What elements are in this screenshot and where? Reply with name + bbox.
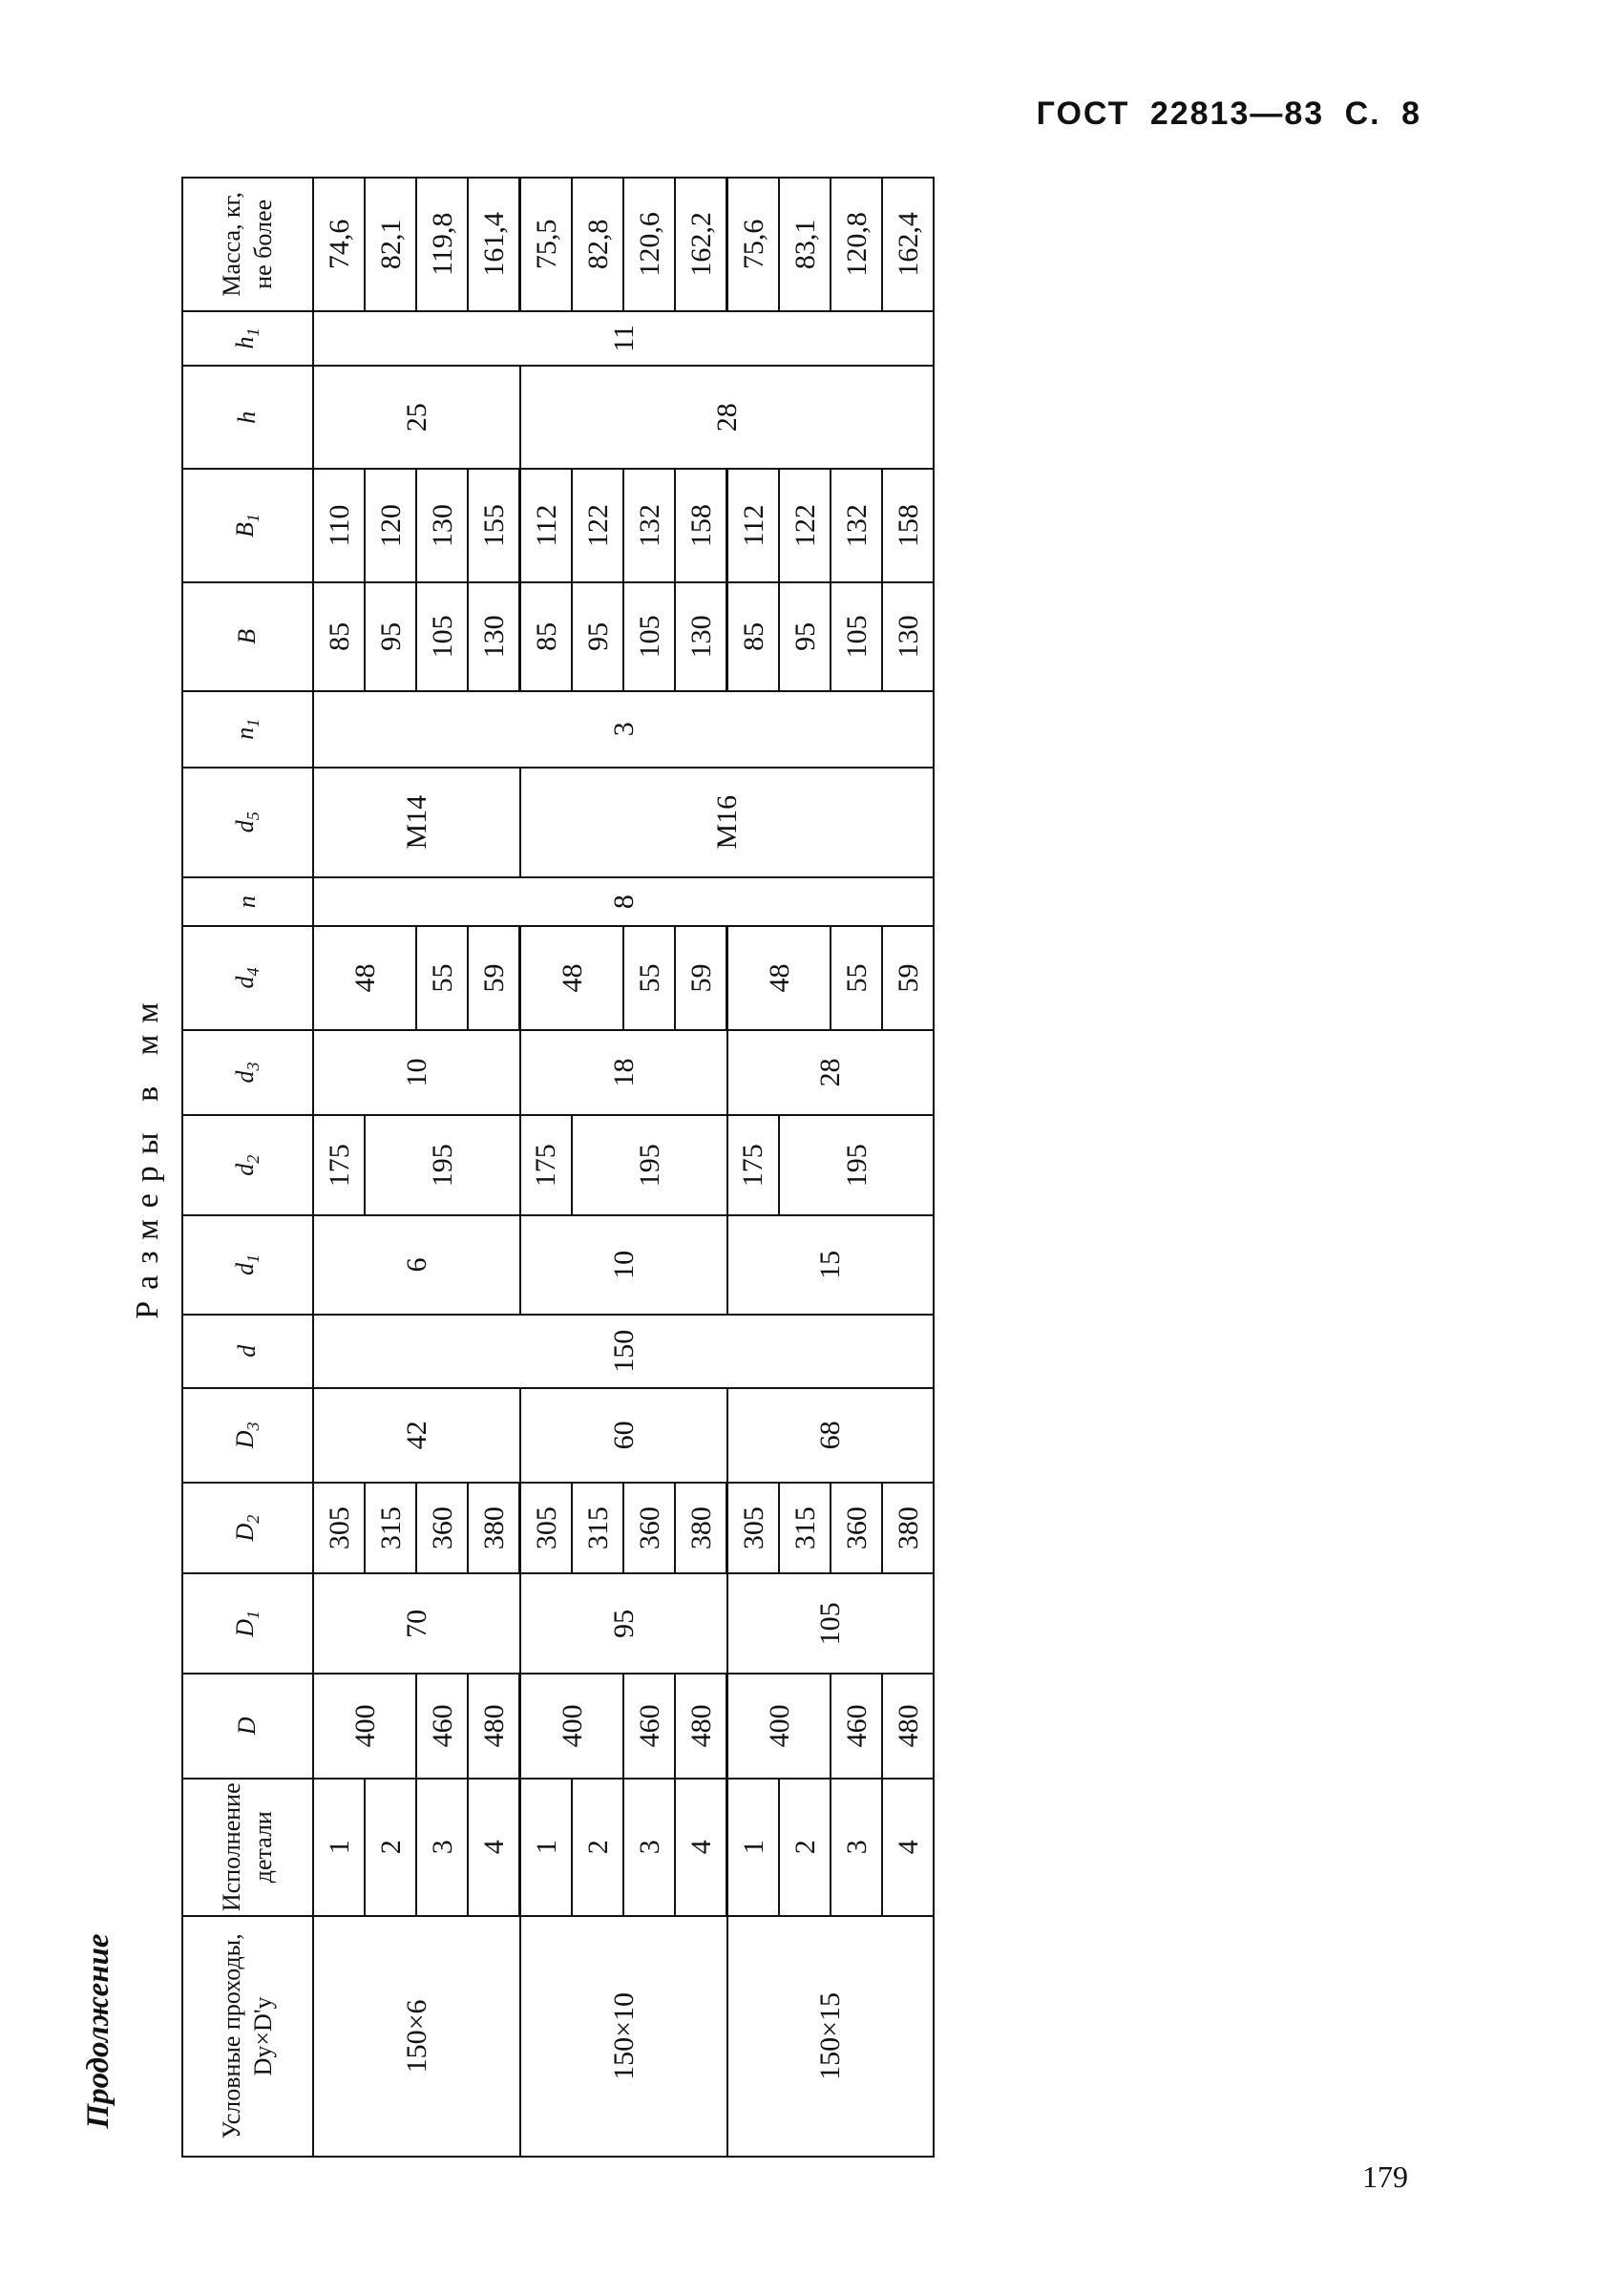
column-header [182,877,313,927]
cell-h: 25 [313,366,520,469]
cell-ispoln: 2 [365,1779,416,1916]
cell-d2: 195 [779,1115,934,1215]
cell-d4: 48 [313,926,416,1029]
column-header [182,582,313,691]
cell-b: 95 [365,582,416,691]
cell-b1: 158 [882,469,934,582]
column-subscript: 5 [243,811,263,821]
cell-b: 95 [572,582,623,691]
cell-d2: 195 [365,1115,520,1215]
cell-d: 460 [831,1674,882,1778]
cell-d2: 315 [779,1483,831,1574]
cell-d2: 175 [727,1115,780,1215]
cell-d4: 55 [416,926,468,1029]
column-symbol: D [233,1717,262,1736]
cell-d2: 360 [831,1483,882,1574]
cell-d5: M16 [520,768,935,877]
cell-b1: 158 [675,469,727,582]
cell-b1: 120 [365,469,416,582]
cell-d2: 360 [416,1483,468,1574]
cell-d: 400 [727,1674,831,1778]
table-landscape [81,177,1432,2158]
cell-ispoln: 2 [779,1779,831,1916]
cell-mass: 75,6 [727,178,780,311]
cell-d: 480 [468,1674,520,1778]
column-subscript: 1 [243,718,263,727]
cell-n1: 3 [313,691,934,768]
table-row [520,178,573,2157]
column-header [182,469,313,582]
column-subscript: 3 [243,1422,263,1431]
cell-dn: 150×15 [727,1916,935,2157]
cell-d3: 10 [313,1030,520,1116]
cell-d: 150 [313,1315,934,1388]
dimensions-table [181,177,935,2158]
cell-d: 480 [675,1674,727,1778]
cell-mass: 82,1 [365,178,416,311]
cell-d2: 175 [520,1115,573,1215]
cell-b1: 122 [572,469,623,582]
cell-ispoln: 3 [831,1779,882,1916]
cell-d2: 315 [572,1483,623,1574]
cell-b1: 122 [779,469,831,582]
column-subscript: 3 [243,1062,263,1071]
cell-d4: 48 [727,926,831,1029]
column-subscript: 1 [243,1253,263,1263]
table-row [572,178,623,2157]
cell-d: 460 [623,1674,675,1778]
cell-b: 130 [675,582,727,691]
cell-b1: 112 [520,469,573,582]
cell-b: 85 [520,582,573,691]
cell-d2: 380 [675,1483,727,1574]
table-row [779,178,831,2157]
cell-d3: 68 [727,1388,935,1483]
cell-b: 85 [313,582,365,691]
header-row [182,178,313,2157]
column-symbol: d [233,1344,262,1358]
cell-b: 105 [831,582,882,691]
cell-b: 85 [727,582,780,691]
column-header [182,1215,313,1315]
cell-d2: 305 [520,1483,573,1574]
cell-ispoln: 2 [572,1779,623,1916]
cell-ispoln: 4 [882,1779,934,1916]
cell-dn: 150×10 [520,1916,727,2157]
cell-mass: 83,1 [779,178,831,311]
column-subscript: 4 [243,967,263,977]
column-symbol: n [233,895,262,909]
cell-d: 460 [416,1674,468,1778]
cell-d3: 18 [520,1030,727,1116]
column-header [182,366,313,469]
caption: Продолжение [81,1933,116,2129]
column-header: Масса, кг, не более [182,178,313,311]
cell-d1: 10 [520,1215,727,1315]
cell-b1: 112 [727,469,780,582]
cell-b1: 132 [831,469,882,582]
column-subscript: 2 [243,1514,263,1524]
cell-h1: 11 [313,311,934,367]
column-header [182,691,313,768]
cell-b1: 110 [313,469,365,582]
cell-b: 130 [468,582,520,691]
cell-d3: 60 [520,1388,727,1483]
column-subscript: 1 [243,1610,263,1619]
cell-b: 95 [779,582,831,691]
column-header: Исполнение детали [182,1779,313,1916]
cell-d1: 6 [313,1215,520,1315]
column-symbol: d [231,820,259,833]
column-symbol: h [231,336,259,349]
cell-mass: 162,4 [882,178,934,311]
column-symbol: D [231,1618,259,1637]
table-row [727,178,780,2157]
cell-b: 105 [416,582,468,691]
column-header [182,926,313,1029]
cell-mass: 75,5 [520,178,573,311]
cell-mass: 162,2 [675,178,727,311]
column-symbol: d [231,1070,259,1084]
column-header [182,1315,313,1388]
cell-d3: 28 [727,1030,935,1116]
column-symbol: h [233,411,262,424]
cell-ispoln: 1 [727,1779,780,1916]
column-header [182,1573,313,1674]
cell-ispoln: 3 [623,1779,675,1916]
cell-d4: 59 [468,926,520,1029]
cell-d2: 315 [365,1483,416,1574]
cell-d4: 59 [882,926,934,1029]
column-symbol: B [233,628,262,644]
column-symbol: D [231,1523,259,1542]
cell-d2: 175 [313,1115,365,1215]
cell-mass: 119,8 [416,178,468,311]
table-rotation-frame [81,177,1620,2139]
cell-h: 28 [520,366,935,469]
cell-d: 400 [520,1674,624,1778]
cell-d1: 95 [520,1573,727,1674]
page-number: 179 [1362,2159,1408,2194]
cell-b1: 130 [416,469,468,582]
column-header [182,1483,313,1574]
column-header [182,1674,313,1778]
cell-mass: 82,8 [572,178,623,311]
cell-d1: 15 [727,1215,935,1315]
cell-d2: 380 [882,1483,934,1574]
cell-b: 105 [623,582,675,691]
column-header [182,768,313,877]
table-row [313,178,365,2157]
cell-d1: 105 [727,1573,935,1674]
cell-ispoln: 4 [468,1779,520,1916]
column-header: Условные проходы, Dу×D'у [182,1916,313,2157]
cell-ispoln: 1 [313,1779,365,1916]
cell-d4: 48 [520,926,624,1029]
sizes-label: Размеры в мм [130,991,165,1319]
cell-ispoln: 4 [675,1779,727,1916]
column-header [182,1030,313,1116]
column-symbol: d [231,1163,259,1176]
cell-d4: 55 [623,926,675,1029]
cell-dn: 150×6 [313,1916,520,2157]
column-header [182,311,313,367]
cell-b: 130 [882,582,934,691]
cell-ispoln: 3 [416,1779,468,1916]
cell-mass: 120,8 [831,178,882,311]
cell-ispoln: 1 [520,1779,573,1916]
column-symbol: d [231,976,259,989]
cell-d5: M14 [313,768,520,877]
column-symbol: d [231,1262,259,1275]
column-subscript: 1 [243,514,263,523]
cell-mass: 161,4 [468,178,520,311]
cell-b1: 155 [468,469,520,582]
cell-d4: 55 [831,926,882,1029]
cell-d: 480 [882,1674,934,1778]
column-symbol: n [231,727,259,740]
cell-d2: 305 [727,1483,780,1574]
cell-d2: 360 [623,1483,675,1574]
column-header [182,1388,313,1483]
column-subscript: 1 [243,327,263,337]
table-row [365,178,416,2157]
column-subscript: 2 [243,1154,263,1164]
column-header [182,1115,313,1215]
cell-mass: 120,6 [623,178,675,311]
cell-d1: 70 [313,1573,520,1674]
column-symbol: D [231,1430,259,1449]
cell-d: 400 [313,1674,416,1778]
cell-d2: 305 [313,1483,365,1574]
page-header: ГОСТ 22813—83 С. 8 [1036,95,1421,132]
cell-mass: 74,6 [313,178,365,311]
cell-n: 8 [313,877,934,927]
cell-b1: 132 [623,469,675,582]
cell-d4: 59 [675,926,727,1029]
column-symbol: B [231,522,259,538]
cell-d2: 380 [468,1483,520,1574]
cell-d3: 42 [313,1388,520,1483]
cell-d2: 195 [572,1115,727,1215]
